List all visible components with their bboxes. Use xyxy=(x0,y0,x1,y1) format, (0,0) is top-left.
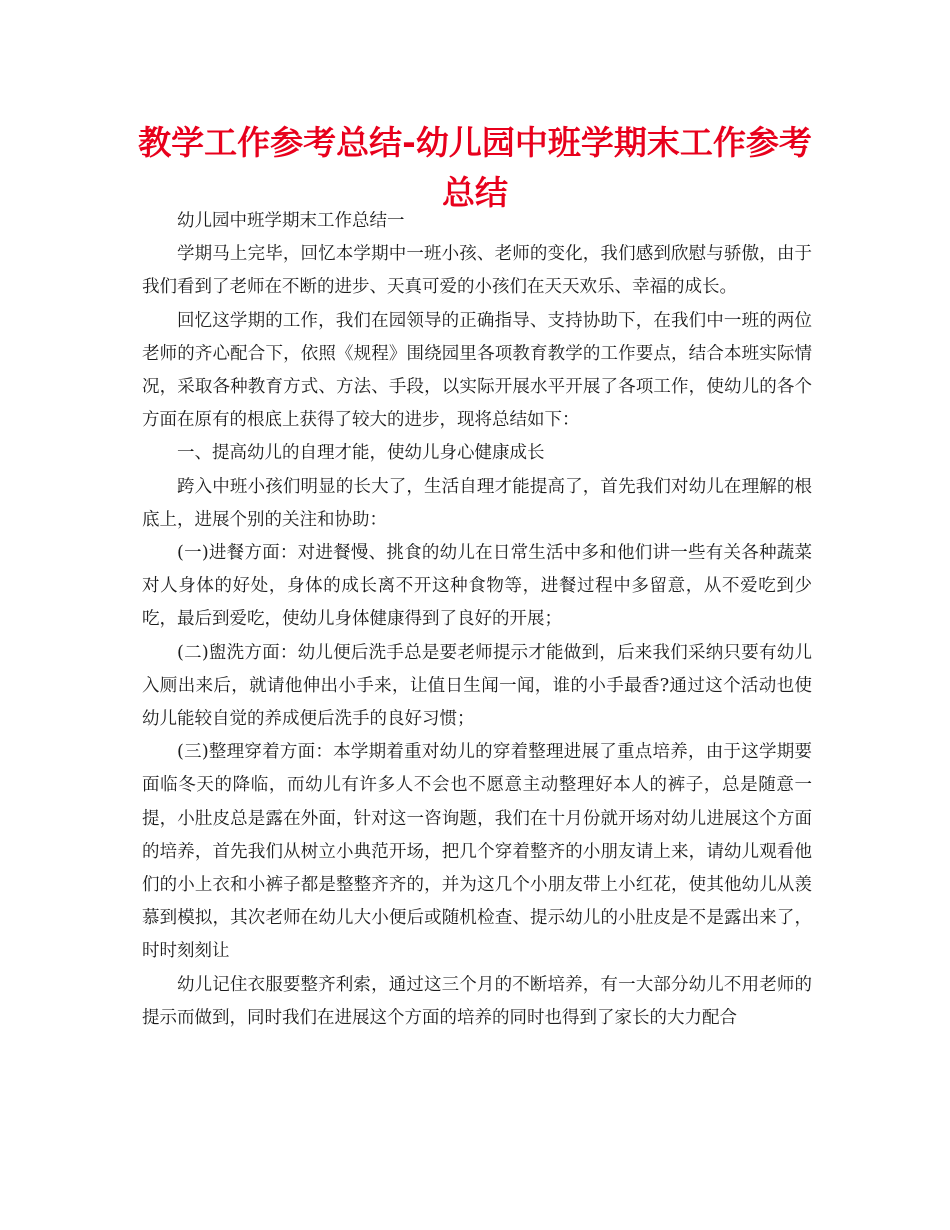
body-paragraph: 幼儿记住衣服要整齐利索，通过这三个月的不断培养，有一大部分幼儿不用老师的提示而做到，同时我们在进展这个方面的培养的同时也得到了家长的大力配合 xyxy=(142,974,812,1028)
body-paragraph: (三)整理穿着方面：本学期着重对幼儿的穿着整理进展了重点培养，由于这学期要面临冬天的降临，而幼儿有许多人不会也不愿意主动整理好本人的裤子，总是随意一提，小肚皮总是露在外面，针对这一咨询题，我们在十月份就开场对幼儿进展这个方面的培养，首先我们从树立小典范开场，把几个穿着整齐的小朋友请上来，请幼儿观看他们的小上衣和小裤子都是整整齐齐的，并为这几个小朋友带上小红花，使其他幼儿从羡慕到模拟，其次老师在幼儿大小便后或随机检查、提示幼儿的小肚皮是不是露出来了，时时刻刻让 xyxy=(142,742,812,962)
document-title: 教学工作参考总结-幼儿园中班学期末工作参考总结 xyxy=(138,123,812,212)
section-heading: 幼儿园中班学期末工作总结一 xyxy=(177,211,405,231)
body-paragraph: 跨入中班小孩们明显的长大了，生活自理才能提高了，首先我们对幼儿在理解的根底上，进展个别的关注和协助： xyxy=(142,476,812,530)
document-body xyxy=(142,205,812,1035)
section-heading: 一、提高幼儿的自理才能，使幼儿身心健康成长 xyxy=(177,443,545,464)
body-paragraph: (一)进餐方面：对进餐慢、挑食的幼儿在日常生活中多和他们讲一些有关各种蔬菜对人身体的好处，身体的成长离不开这种食物等，进餐过程中多留意，从不爱吃到少吃，最后到爱吃，使幼儿身体健康得到了良好的开展； xyxy=(142,543,812,630)
body-paragraph: (二)盥洗方面：幼儿便后洗手总是要老师提示才能做到，后来我们采纳只要有幼儿入厕出来后，就请他伸出小手来，让值日生闻一闻，谁的小手最香?通过这个活动也使幼儿能较自觉的养成便后洗手的良好习惯； xyxy=(142,642,812,730)
body-paragraph: 回忆这学期的工作，我们在园领导的正确指导、支持协助下，在我们中一班的两位老师的齐心配合下，依照《规程》围绕园里各项教育教学的工作要点，结合本班实际情况，采取各种教育方式、方法、手段，以实际开展水平开展了各项工作，使幼儿的各个方面在原有的根底上获得了较大的进步，现将总结如下： xyxy=(142,310,812,431)
body-paragraph: 学期马上完毕，回忆本学期中一班小孩、老师的变化，我们感到欣慰与骄傲，由于我们看到了老师在不断的进步、天真可爱的小孩们在天天欢乐、幸福的成长。 xyxy=(142,244,812,298)
